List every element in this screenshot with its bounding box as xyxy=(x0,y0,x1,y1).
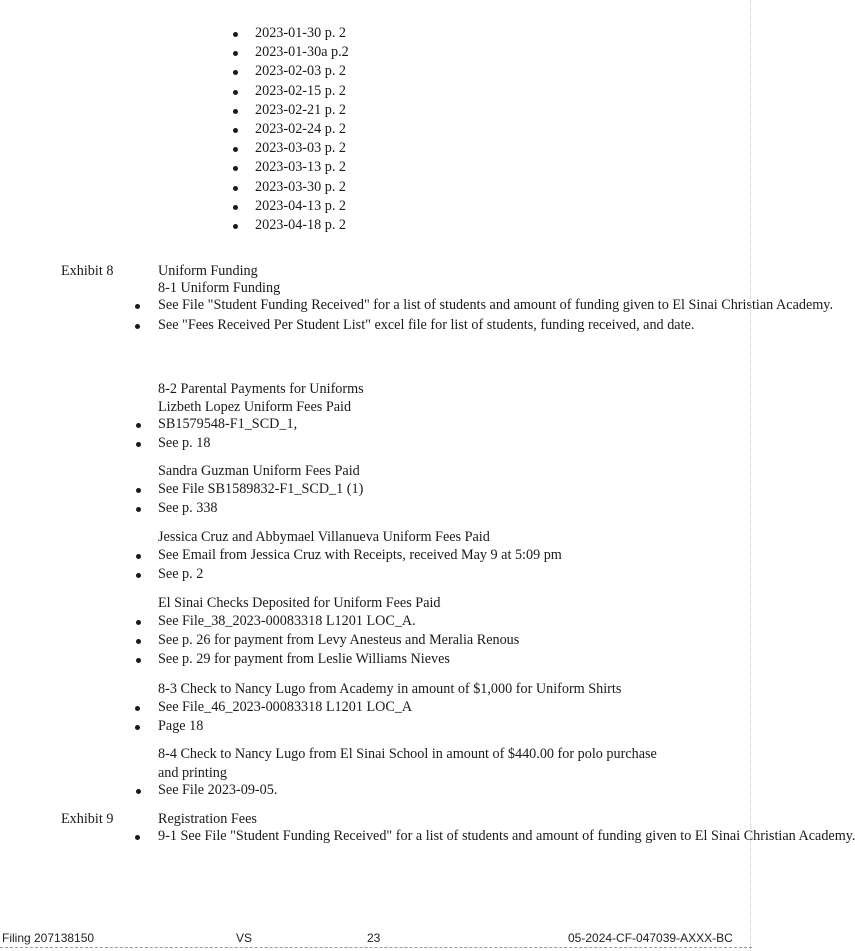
list-item: See File_38_2023-00083318 L1201 LOC_A. xyxy=(158,612,519,631)
lopez-title: Lizbeth Lopez Uniform Fees Paid xyxy=(158,399,352,415)
list-item: See p. 18 xyxy=(158,434,297,453)
list-item: See "Fees Received Per Student List" excel file for list of students, funding received, and date. xyxy=(158,317,695,333)
cruz-list xyxy=(158,546,562,584)
list-item: 2023-03-13 p. 2 xyxy=(255,158,349,177)
list-item: 2023-03-03 p. 2 xyxy=(255,139,349,158)
list-item: See Email from Jessica Cruz with Receipts, received May 9 at 5:09 pm xyxy=(158,547,562,563)
exhibit-9-label: Exhibit 9 xyxy=(61,811,114,827)
list-item: 2023-02-03 p. 2 xyxy=(255,62,349,81)
list-item: See File SB1589832-F1_SCD_1 (1) xyxy=(158,481,364,497)
list-item: 2023-02-21 p. 2 xyxy=(255,101,349,120)
section-8-1-list xyxy=(158,296,834,335)
lopez-list xyxy=(158,415,297,453)
list-item: See p. 338 xyxy=(158,499,363,518)
exhibit-9-title: Registration Fees xyxy=(158,811,257,827)
list-item: 9-1 See File "Student Funding Received" for a list of students and amount of funding given to El Sinai Christian Academy. xyxy=(158,828,855,844)
page-number: 23 xyxy=(367,931,381,945)
section-8-3-title: 8-3 Check to Nancy Lugo from Academy in amount of $1,000 for Uniform Shirts xyxy=(158,681,622,697)
cruz-title: Jessica Cruz and Abbymael Villanueva Uniform Fees Paid xyxy=(158,529,490,545)
page-edge xyxy=(750,0,751,951)
list-item: Page 18 xyxy=(158,717,412,736)
list-item: See p. 26 for payment from Levy Anesteus and Meralia Renous xyxy=(158,632,520,648)
list-item: See File_46_2023-00083318 L1201 LOC_A xyxy=(158,699,413,715)
section-8-4-list xyxy=(158,781,277,800)
list-item: See File "Student Funding Received" for a list of students and amount of funding given to El Sinai Christian Academy. xyxy=(158,297,834,313)
filing-number: Filing 207138150 xyxy=(2,931,95,945)
section-8-1-title: 8-1 Uniform Funding xyxy=(158,280,281,296)
list-item: 2023-04-18 p. 2 xyxy=(255,216,349,235)
list-item: 2023-02-24 p. 2 xyxy=(255,120,349,139)
list-item: See p. 2 xyxy=(158,565,562,584)
section-8-2-title: 8-2 Parental Payments for Uniforms xyxy=(158,381,364,397)
guzman-title: Sandra Guzman Uniform Fees Paid xyxy=(158,463,360,479)
list-item: 2023-02-15 p. 2 xyxy=(255,82,349,101)
guzman-list xyxy=(158,480,363,518)
list-item: 2023-01-30 p. 2 xyxy=(255,24,349,43)
exhibit-8-label: Exhibit 8 xyxy=(61,263,114,279)
case-number: 05-2024-CF-047039-AXXX-BC xyxy=(568,931,733,945)
section-8-3-list xyxy=(158,698,412,736)
list-item: 2023-04-13 p. 2 xyxy=(255,197,349,216)
vs-label: VS xyxy=(236,931,253,945)
date-list xyxy=(255,24,349,235)
list-item: See p. 29 for payment from Leslie Williams Nieves xyxy=(158,650,519,669)
checks-list xyxy=(158,612,519,669)
exhibit-8-title: Uniform Funding xyxy=(158,263,258,279)
exhibit-9-list xyxy=(158,827,855,846)
list-item: 2023-01-30a p.2 xyxy=(255,44,349,61)
section-8-4-title: 8-4 Check to Nancy Lugo from El Sinai School in amount of $440.00 for polo purchase and printing xyxy=(158,746,657,781)
checks-title: El Sinai Checks Deposited for Uniform Fees Paid xyxy=(158,595,441,611)
list-item: SB1579548-F1_SCD_1, xyxy=(158,416,298,432)
list-item: 2023-03-30 p. 2 xyxy=(255,178,349,197)
list-item: See File 2023-09-05. xyxy=(158,782,278,798)
footer-rule xyxy=(0,947,752,948)
